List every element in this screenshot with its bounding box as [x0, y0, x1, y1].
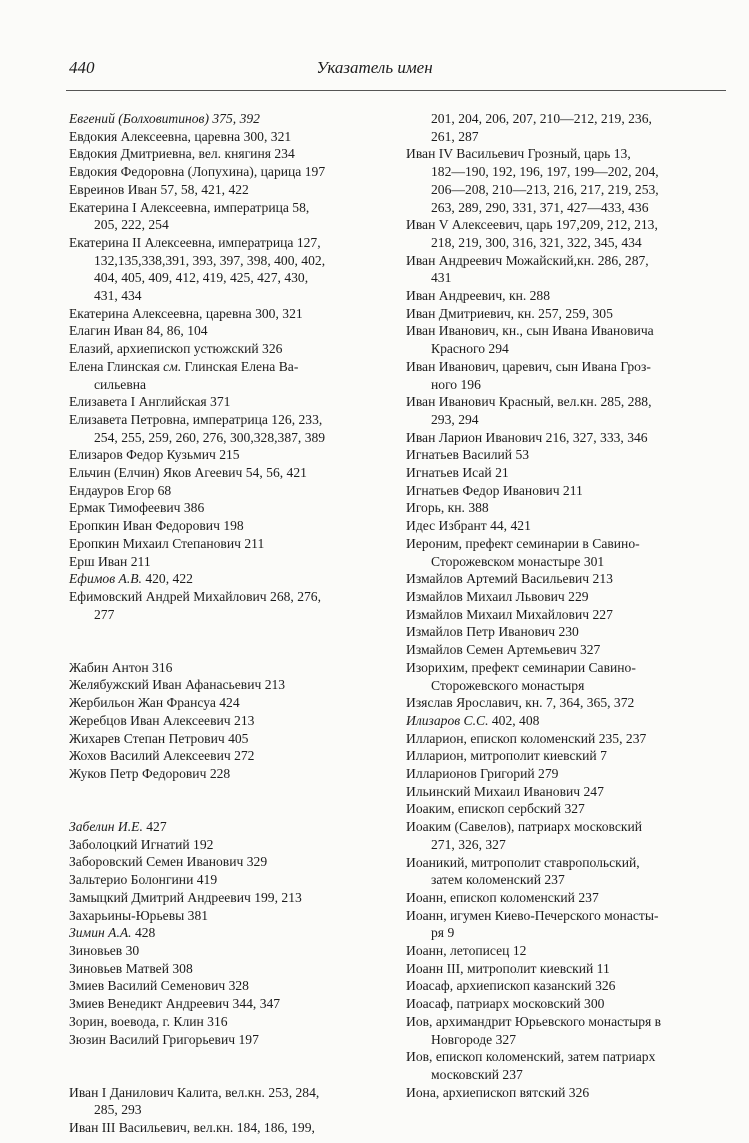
entry-gap [69, 623, 381, 641]
index-entry: Ерш Иван 211 [69, 553, 151, 569]
entry-pages: 402, 408 [488, 712, 540, 728]
index-entry: Изорихим, префект семинарии Савино- Сторожевского монастыря [406, 659, 636, 693]
index-entry: Елазий, архиепископ устюжский 326 [69, 341, 283, 357]
index-entry: Иоанн, епископ коломенский 237 [406, 889, 599, 905]
index-entry: Иероним, префект семинарии в Савино- Сторожевском монастыре 301 [406, 535, 640, 569]
index-entry: Иоанн, игумен Киево-Печерского монасты- ря 9 [406, 907, 659, 941]
entry-name: Елена Глинская [69, 358, 160, 374]
index-entry: Иван Иванович Красный, вел.кн. 285, 288, 293, 294 [406, 394, 652, 427]
entry-gap [69, 783, 381, 801]
index-entry: Зиновьев 30 [69, 942, 140, 958]
index-entry: Иона, архиепископ вятский 326 [406, 1084, 590, 1100]
index-entry [69, 924, 381, 942]
index-entry: Иоаким, епископ сербский 327 [406, 801, 585, 817]
index-entry: Елизавета I Английская 371 [69, 394, 231, 410]
index-entry: Измайлов Артемий Васильевич 213 [406, 571, 613, 587]
index-entry: Игнатьев Исай 21 [406, 465, 509, 481]
index-entry: Евдокия Алексеевна, царевна 300, 321 [69, 128, 292, 144]
index-entry: Елизаров Федор Кузьмич 215 [69, 447, 240, 463]
index-entry: Ефимовский Андрей Михайлович 268, 276, 277 [69, 588, 321, 622]
index-entry: Зюзин Василий Григорьевич 197 [69, 1031, 259, 1047]
entry-pages: 427 [142, 819, 167, 835]
index-entry: Екатерина I Алексеевна, императрица 58, 205, 222, 254 [69, 199, 310, 233]
index-entry: Иоасаф, патриарх московский 300 [406, 996, 605, 1012]
index-entry: Жербильон Жан Франсуа 424 [69, 695, 240, 711]
index-entry: Иван Иванович, кн., сын Ивана Ивановича Красного 294 [406, 323, 654, 357]
index-entry: Зорин, воевода, г. Клин 316 [69, 1013, 228, 1029]
index-entry: Желябужский Иван Афанасьевич 213 [69, 677, 286, 693]
index-entry: Еропкин Иван Федорович 198 [69, 518, 244, 534]
index-entry: Изяслав Ярославич, кн. 7, 364, 365, 372 [406, 695, 635, 711]
index-entry: Иван Иванович, царевич, сын Ивана Гроз- ного 196 [406, 358, 651, 392]
index-entry: Елизавета Петровна, императрица 126, 233, 254, 255, 259, 260, 276, 300,328,387, 389 [69, 411, 326, 445]
index-entry: Игнатьев Василий 53 [406, 447, 530, 463]
index-entry: Жихарев Степан Петрович 405 [69, 730, 249, 746]
index-entry: Заболоцкий Игнатий 192 [69, 836, 214, 852]
index-entry: Замыцкий Дмитрий Андреевич 199, 213 [69, 889, 302, 905]
index-entry: Иоанн, летописец 12 [406, 943, 527, 959]
index-entry: Захарьины-Юрьевы 381 [69, 907, 209, 923]
index-entry: Игнатьев Федор Иванович 211 [406, 482, 583, 498]
index-entry: Ельчин (Елчин) Яков Агеевич 54, 56, 421 [69, 465, 307, 481]
index-entry: Заборовский Семен Иванович 329 [69, 854, 268, 870]
index-entry: Измайлов Михаил Львович 229 [406, 588, 589, 604]
index-entry: Ермак Тимофеевич 386 [69, 500, 205, 516]
index-column-left [69, 110, 381, 1137]
index-entry: Иоанн III, митрополит киевский 11 [406, 960, 610, 976]
index-entry: Евгений (Болховитинов) 375, 392 [69, 111, 260, 126]
index-entry: Иван IV Васильевич Грозный, царь 13, 182—190, 192, 196, 197, 199—202, 204, 206—208, 210—213, 216, 217, 219, 253, 263, 289, 290, 331, 371, 427—433, 436 [406, 146, 659, 215]
index-entry [69, 818, 381, 836]
index-entry: Иов, епископ коломенский, затем патриарх московский 237 [406, 1049, 656, 1082]
entry-name-italic: Зимин А.А. [69, 925, 132, 941]
index-entry: Змиев Венедикт Андреевич 344, 347 [69, 996, 281, 1012]
index-entry: 201, 204, 206, 207, 210—212, 219, 236, 261, 287 [431, 111, 652, 144]
entry-pages: 420, 422 [141, 571, 193, 587]
entry-ref-target: Глинская Елена Ва- сильевна [94, 358, 299, 392]
index-entry: Жуков Петр Федорович 228 [69, 765, 231, 781]
index-entry: Елагин Иван 84, 86, 104 [69, 323, 208, 339]
entry-gap [69, 641, 381, 659]
index-entry [406, 712, 708, 730]
index-entry: Иоасаф, архиепископ казанский 326 [406, 978, 616, 994]
index-entry: Иван I Данилович Калита, вел.кн. 253, 284, 285, 293 [69, 1084, 320, 1118]
index-entry: Иван Дмитриевич, кн. 257, 259, 305 [406, 305, 613, 321]
entry-see-ref: см. [159, 358, 185, 374]
index-entry [69, 570, 381, 588]
index-entry: Евреинов Иван 57, 58, 421, 422 [69, 181, 249, 197]
index-column-right [406, 110, 708, 1101]
index-entry: Евдокия Федоровна (Лопухина), царица 197 [69, 164, 326, 180]
index-entry: Зиновьев Матвей 308 [69, 960, 193, 976]
index-entry: Илларион, митрополит киевский 7 [406, 748, 607, 764]
index-entry: Жабин Антон 316 [69, 659, 173, 675]
index-entry: Ильинский Михаил Иванович 247 [406, 783, 604, 799]
index-entry: Зальтерио Болонгини 419 [69, 872, 218, 888]
page-number: 440 [69, 58, 95, 77]
index-entry: Иван Андреевич, кн. 288 [406, 288, 551, 304]
index-entry: Иван V Алексеевич, царь 197,209, 212, 213, 218, 219, 300, 316, 321, 322, 345, 434 [406, 217, 658, 250]
index-entry: Иван Ларион Иванович 216, 327, 333, 346 [406, 429, 648, 445]
entry-name-italic: Илизаров С.С. [406, 712, 489, 728]
index-entry: Иов, архимандрит Юрьевского монастыря в Новгороде 327 [406, 1013, 662, 1047]
running-title: Указатель имен [316, 58, 433, 77]
index-entry: Екатерина Алексеевна, царевна 300, 321 [69, 305, 303, 321]
index-entry: Иоаким (Савелов), патриарх московский 271, 326, 327 [406, 819, 643, 852]
index-entry: Ендауров Егор 68 [69, 482, 172, 498]
index-entry: Евдокия Дмитриевна, вел. княгиня 234 [69, 146, 295, 162]
entry-gap [69, 1066, 381, 1084]
index-entry: Илларион, епископ коломенский 235, 237 [406, 730, 647, 746]
index-entry: Игорь, кн. 388 [406, 500, 489, 516]
index-entry: Измайлов Семен Артемьевич 327 [406, 642, 601, 658]
index-entry: Иоаникий, митрополит ставропольский, затем коломенский 237 [406, 854, 640, 888]
index-entry: Жеребцов Иван Алексеевич 213 [69, 712, 255, 728]
entry-gap [69, 800, 381, 818]
index-entry [69, 358, 381, 393]
index-entry: Идес Избрант 44, 421 [406, 518, 531, 534]
index-entry: Измайлов Петр Иванович 230 [406, 624, 579, 640]
index-entry: Змиев Василий Семенович 328 [69, 978, 249, 994]
entry-gap [69, 1048, 381, 1066]
entry-name-italic: Ефимов А.В. [69, 571, 142, 587]
index-entry: Екатерина II Алексеевна, императрица 127, 132,135,338,391, 393, 397, 398, 400, 402, 404, 405, 409, 412, 419, 425, 427, 430, 431, 434 [69, 234, 326, 304]
index-entry: Жохов Василий Алексеевич 272 [69, 748, 255, 764]
index-entry: Иван Андреевич Можайский,кн. 286, 287, 431 [406, 252, 649, 286]
header-rule [66, 90, 726, 91]
index-entry: Илларионов Григорий 279 [406, 766, 559, 782]
entry-name-italic: Забелин И.Е. [69, 819, 143, 835]
index-entry: Иван III Васильевич, вел.кн. 184, 186, 199, [69, 1119, 315, 1135]
index-entry: Измайлов Михаил Михайлович 227 [406, 606, 613, 622]
index-entry: Еропкин Михаил Степанович 211 [69, 535, 265, 551]
entry-pages: 428 [131, 925, 156, 941]
